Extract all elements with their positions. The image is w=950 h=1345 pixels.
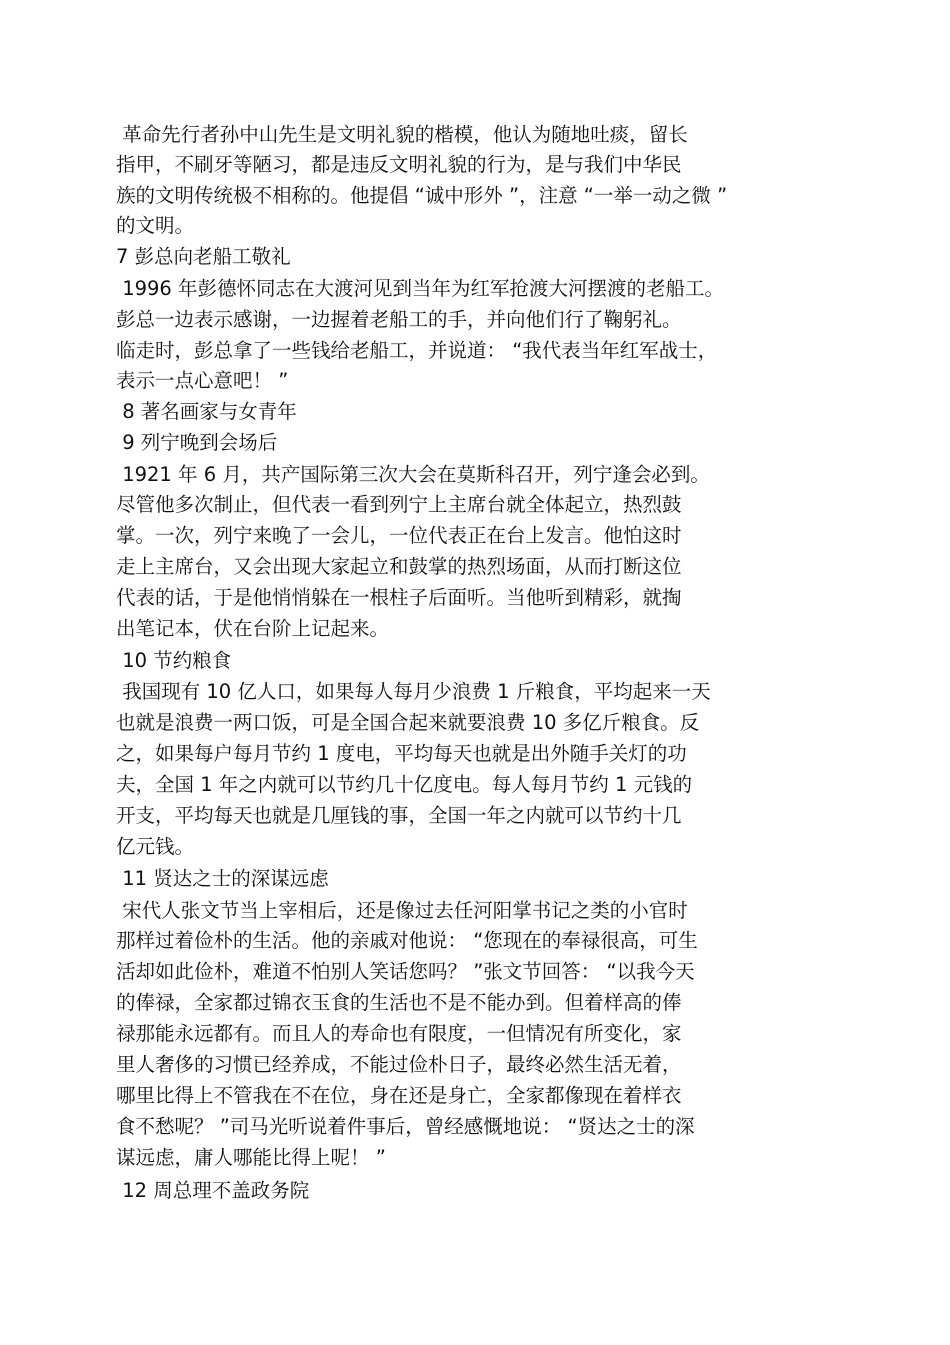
- text-line: 活却如此俭朴，难道不怕别人笑话您吗？ ”张文节回答： “以我今天: [116, 960, 695, 983]
- text-line: 开支，平均每天也就是几厘钱的事，全国一年之内就可以节约十几: [116, 804, 682, 827]
- text-line: 食不愁呢？ ”司马光听说着件事后，曾经感慨地说： “贤达之士的深: [116, 1115, 695, 1138]
- text-line: 谋远虑，庸人哪能比得上呢！ ”: [116, 1146, 386, 1169]
- text-line: 的俸禄，全家都过锦衣玉食的生活也不是不能办到。但着样高的俸: [116, 991, 682, 1014]
- section-heading: 10 节约粮食: [116, 649, 232, 672]
- section-heading: 9 列宁晚到会场后: [116, 431, 278, 454]
- text-line: 临走时，彭总拿了一些钱给老船工，并说道： “我代表当年红军战士，: [116, 339, 718, 362]
- text-line: 之，如果每户每月节约 1 度电，平均每天也就是出外随手关灯的功: [116, 742, 687, 765]
- text-line: 掌。一次，列宁来晚了一会儿，一位代表正在台上发言。他怕这时: [116, 524, 682, 547]
- text-line: 夫，全国 1 年之内就可以节约几十亿度电。每人每月节约 1 元钱的: [116, 773, 693, 796]
- section-heading: 8 著名画家与女青年: [116, 400, 297, 423]
- text-line: 彭总一边表示感谢，一边握着老船工的手，并向他们行了鞠躬礼。: [116, 308, 682, 331]
- text-line: 亿元钱。: [116, 835, 195, 858]
- text-line: 表示一点心意吧！ ”: [116, 369, 289, 392]
- text-line: 走上主席台，又会出现大家起立和鼓掌的热烈场面，从而打断这位: [116, 555, 682, 578]
- text-line: 代表的话，于是他悄悄躲在一根柱子后面听。当他听到精彩，就掏: [116, 586, 682, 609]
- text-line: 我国现有 10 亿人口，如果每人每月少浪费 1 斤粮食，平均起来一天: [116, 680, 711, 703]
- text-line: 宋代人张文节当上宰相后，还是像过去任河阳掌书记之类的小官时: [116, 899, 688, 922]
- text-line: 禄那能永远都有。而且人的寿命也有限度，一但情况有所变化，家: [116, 1022, 682, 1045]
- section-heading: 12 周总理不盖政务院: [116, 1179, 310, 1202]
- text-line: 那样过着俭朴的生活。他的亲戚对他说： “您现在的奉禄很高，可生: [116, 929, 698, 952]
- text-line: 1921 年 6 月，共产国际第三次大会在莫斯科召开，列宁逢会必到。: [116, 463, 710, 486]
- section-heading: 11 贤达之士的深谋远虑: [116, 867, 329, 890]
- text-line: 指甲，不刷牙等陋习，都是违反文明礼貌的行为，是与我们中华民: [116, 153, 682, 176]
- text-line: 族的文明传统极不相称的。他提倡 “诚中形外 ”，注意 “一举一动之微 ”: [116, 184, 728, 207]
- text-line: 哪里比得上不管我在不在位，身在还是身亡，全家都像现在着样衣: [116, 1084, 682, 1107]
- text-line: 出笔记本，伏在台阶上记起来。: [116, 617, 390, 640]
- text-line: 革命先行者孙中山先生是文明礼貌的楷模，他认为随地吐痰，留长: [116, 123, 688, 146]
- text-line: 1996 年彭德怀同志在大渡河见到当年为红军抢渡大河摆渡的老船工。: [116, 277, 725, 300]
- text-line: 尽管他多次制止，但代表一看到列宁上主席台就全体起立，热烈鼓: [116, 493, 682, 516]
- text-line: 也就是浪费一两口饭，可是全国合起来就要浪费 10 多亿斤粮食。反: [116, 711, 700, 734]
- text-line: 里人奢侈的习惯已经养成，不能过俭朴日子，最终必然生活无着，: [116, 1053, 682, 1076]
- text-line: 的文明。: [116, 214, 195, 237]
- section-heading: 7 彭总向老船工敬礼: [116, 245, 291, 268]
